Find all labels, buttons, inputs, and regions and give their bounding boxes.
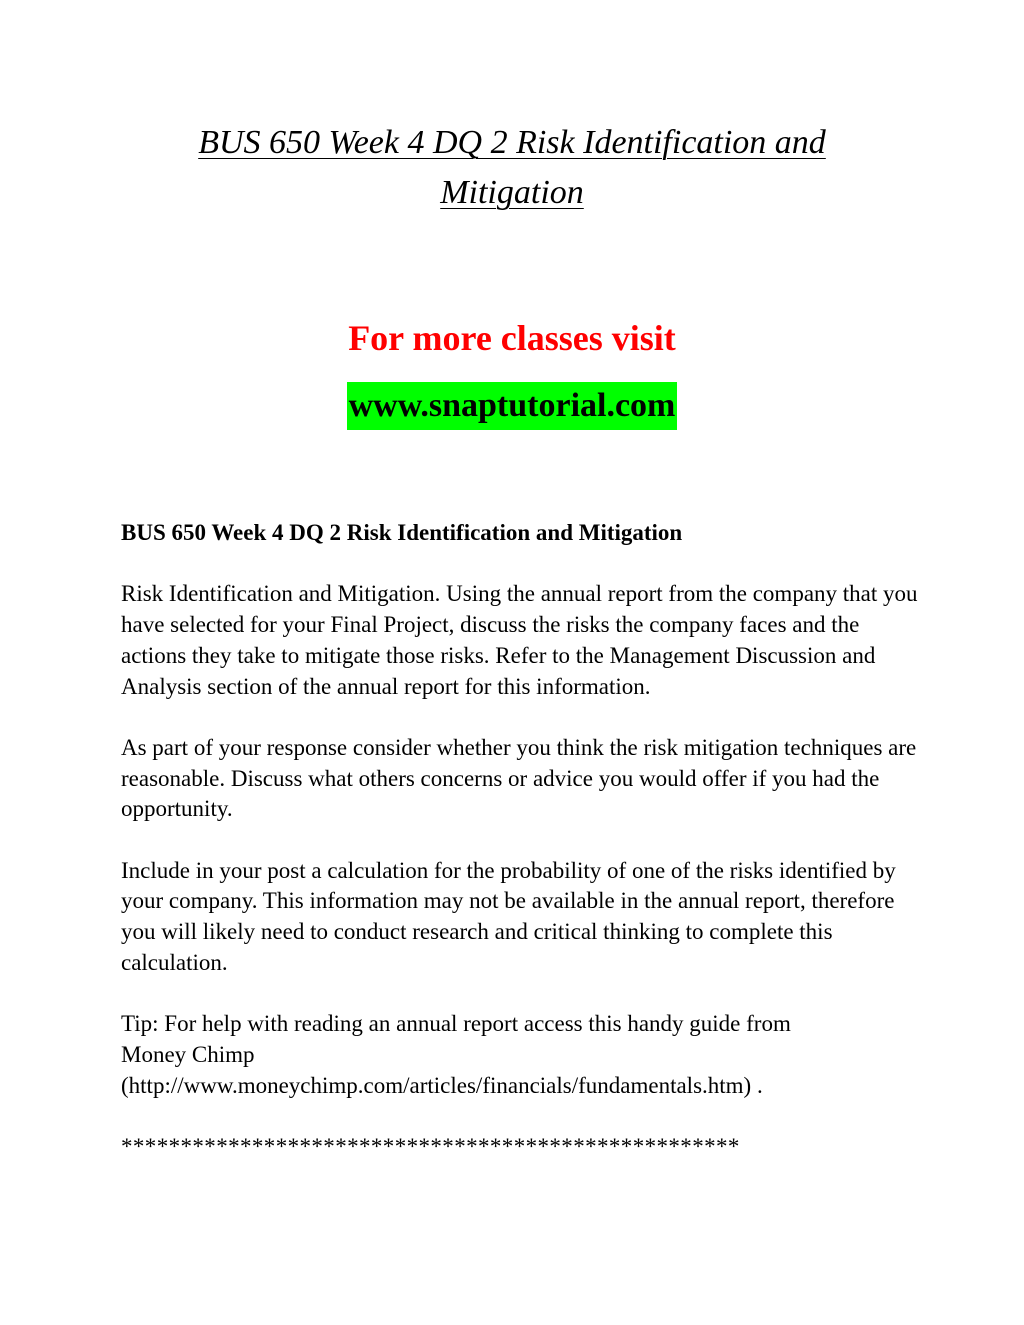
- document-title-line-2: Mitigation: [440, 174, 584, 211]
- site-link-container: [0, 382, 1024, 430]
- document-title-line-1: BUS 650 Week 4 DQ 2 Risk Identification and: [198, 124, 826, 161]
- tip-line-2: Money Chimp: [121, 1041, 255, 1067]
- promo-text: For more classes visit: [348, 318, 676, 358]
- site-link[interactable]: www.snaptutorial.com: [347, 382, 678, 430]
- document-title: [120, 118, 904, 218]
- paragraph-response: As part of your response consider whether you think the risk mitigation techniques are reasonable. Discuss what others concerns or advice you would offer if you had the opportunity.: [121, 734, 917, 822]
- separator-asterisks: ****************************************************: [121, 1133, 740, 1159]
- paragraph-calculation: Include in your post a calculation for the probability of one of the risks identified by your company. This information may not be available in the annual report, therefore you will likely need to conduct research and critical thinking to complete this calculation.: [121, 857, 896, 975]
- paragraph-tip: [121, 1009, 921, 1101]
- document-body: [121, 518, 921, 1193]
- tip-line-1: Tip: For help with reading an annual report access this handy guide from: [121, 1011, 791, 1037]
- paragraph-risk-identification: Risk Identification and Mitigation. Using the annual report from the company that you have selected for your Final Project, discuss the risks the company faces and the actions they take to mitigate those risks. Refer to the Management Discussion and Analysis section of the annual report for this information.: [121, 581, 918, 699]
- tip-url: (http://www.moneychimp.com/articles/financials/fundamentals.htm) .: [121, 1072, 763, 1098]
- section-heading: BUS 650 Week 4 DQ 2 Risk Identification and Mitigation: [121, 520, 683, 545]
